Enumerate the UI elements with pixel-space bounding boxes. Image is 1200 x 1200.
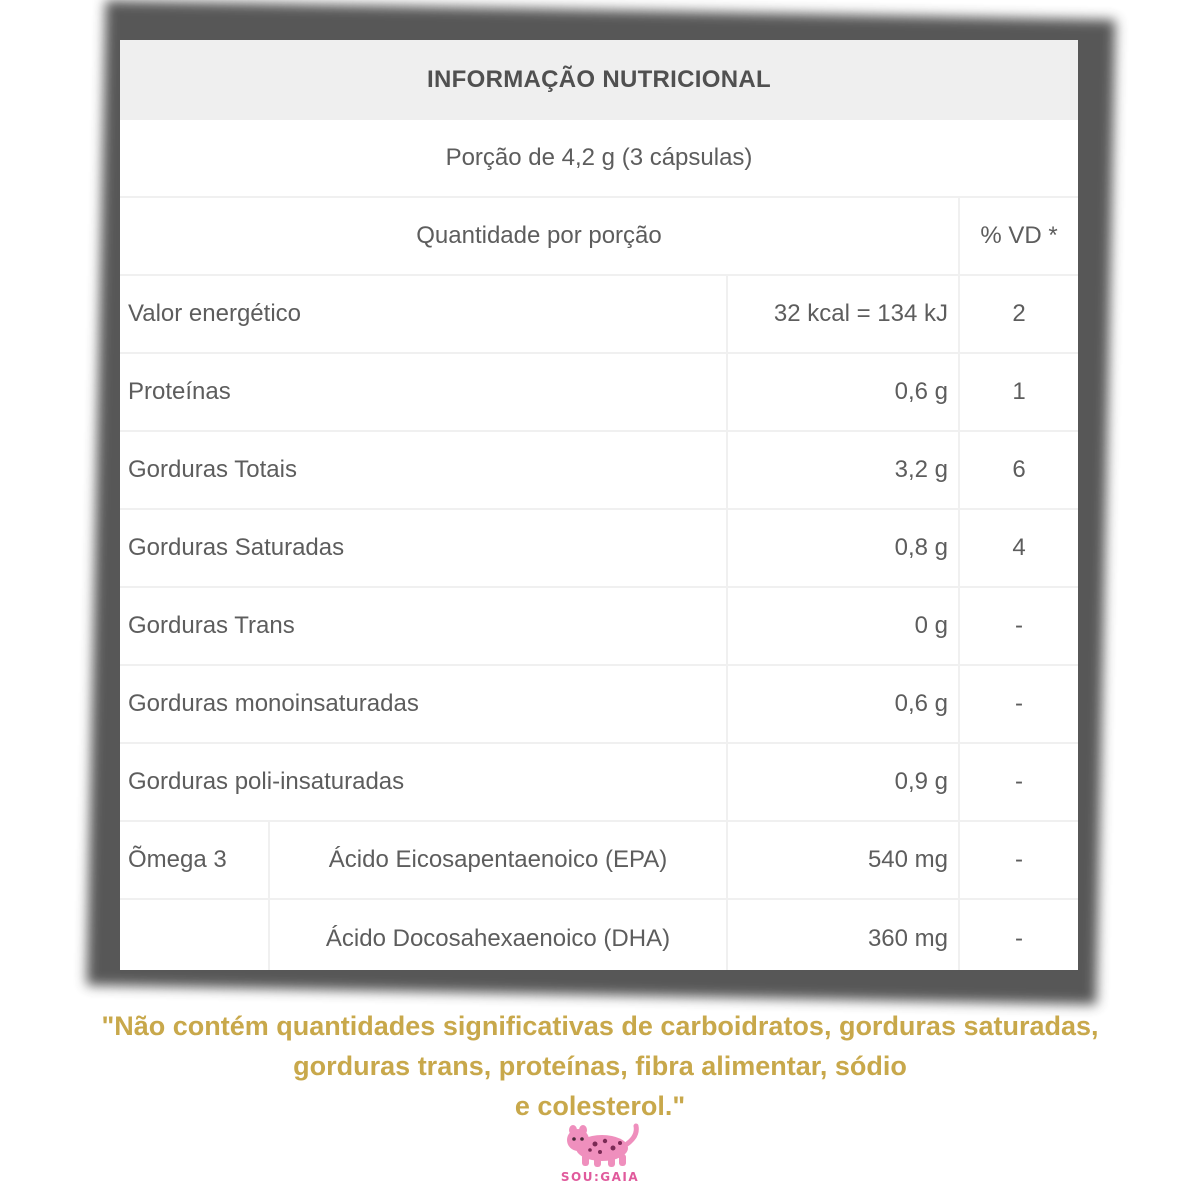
table-row [120, 666, 1078, 744]
header-row [120, 198, 1078, 276]
nutrient-name: Valor energético [128, 300, 301, 327]
serving-size: Porção de 4,2 g (3 cápsulas) [445, 144, 753, 171]
nutrient-amount: 0,8 g [894, 534, 948, 561]
table-title: INFORMAÇÃO NUTRICIONAL [427, 66, 771, 93]
nutrient-name: Ácido Docosahexaenoico (DHA) [325, 925, 671, 952]
nutrient-name: Gorduras poli-insaturadas [128, 768, 405, 795]
nutrient-name: Proteínas [128, 378, 231, 405]
disclaimer-line-1: "Não contém quantidades significativas de carboidratos, gorduras saturadas, [101, 1011, 1099, 1041]
nutrient-name: Gorduras Trans [128, 612, 295, 639]
nutrient-vd: 4 [1012, 534, 1026, 561]
leopard-icon [550, 1122, 650, 1170]
nutrient-vd: - [1015, 690, 1023, 717]
table-row [120, 510, 1078, 588]
nutrient-vd: - [1015, 925, 1023, 952]
table-row [120, 276, 1078, 354]
table-row [120, 744, 1078, 822]
nutrient-name: Gorduras Totais [128, 456, 297, 483]
nutrient-amount: 0,6 g [894, 690, 948, 717]
nutrient-name: Gorduras monoinsaturadas [128, 690, 419, 717]
table-row [120, 432, 1078, 510]
vd-header: % VD * [980, 222, 1058, 249]
nutrient-vd: 2 [1012, 300, 1026, 327]
table-title-row [120, 40, 1078, 120]
nutrition-table [120, 40, 1078, 970]
serving-row [120, 120, 1078, 198]
nutrient-vd: 1 [1012, 378, 1026, 405]
table-row [120, 588, 1078, 666]
table-row-dha [120, 900, 1078, 970]
nutrient-vd: 6 [1012, 456, 1026, 483]
nutrient-amount: 0,6 g [894, 378, 948, 405]
nutrient-vd: - [1015, 612, 1023, 639]
nutrient-amount: 360 mg [867, 925, 948, 952]
nutrient-amount: 0 g [914, 612, 948, 639]
omega-group-label: Õmega 3 [128, 846, 227, 873]
nutrient-vd: - [1015, 846, 1023, 873]
nutrient-amount: 0,9 g [894, 768, 948, 795]
table-row-epa [120, 822, 1078, 900]
disclaimer-line-3: e colesterol." [514, 1091, 686, 1121]
brand-name: SOU:GAIA [560, 1170, 640, 1184]
nutrient-amount: 3,2 g [894, 456, 948, 483]
nutrient-amount: 32 kcal = 134 kJ [773, 300, 948, 327]
nutrient-name: Ácido Eicosapentaenoico (EPA) [328, 846, 668, 873]
nutrient-vd: - [1015, 768, 1023, 795]
table-row [120, 354, 1078, 432]
disclaimer-line-2: gorduras trans, proteínas, fibra alimentar, sódio [293, 1051, 907, 1081]
nutrient-amount: 540 mg [867, 846, 948, 873]
quantity-header: Quantidade por porção [416, 222, 662, 249]
nutrient-name: Gorduras Saturadas [128, 534, 345, 561]
brand-logo [550, 1122, 650, 1192]
